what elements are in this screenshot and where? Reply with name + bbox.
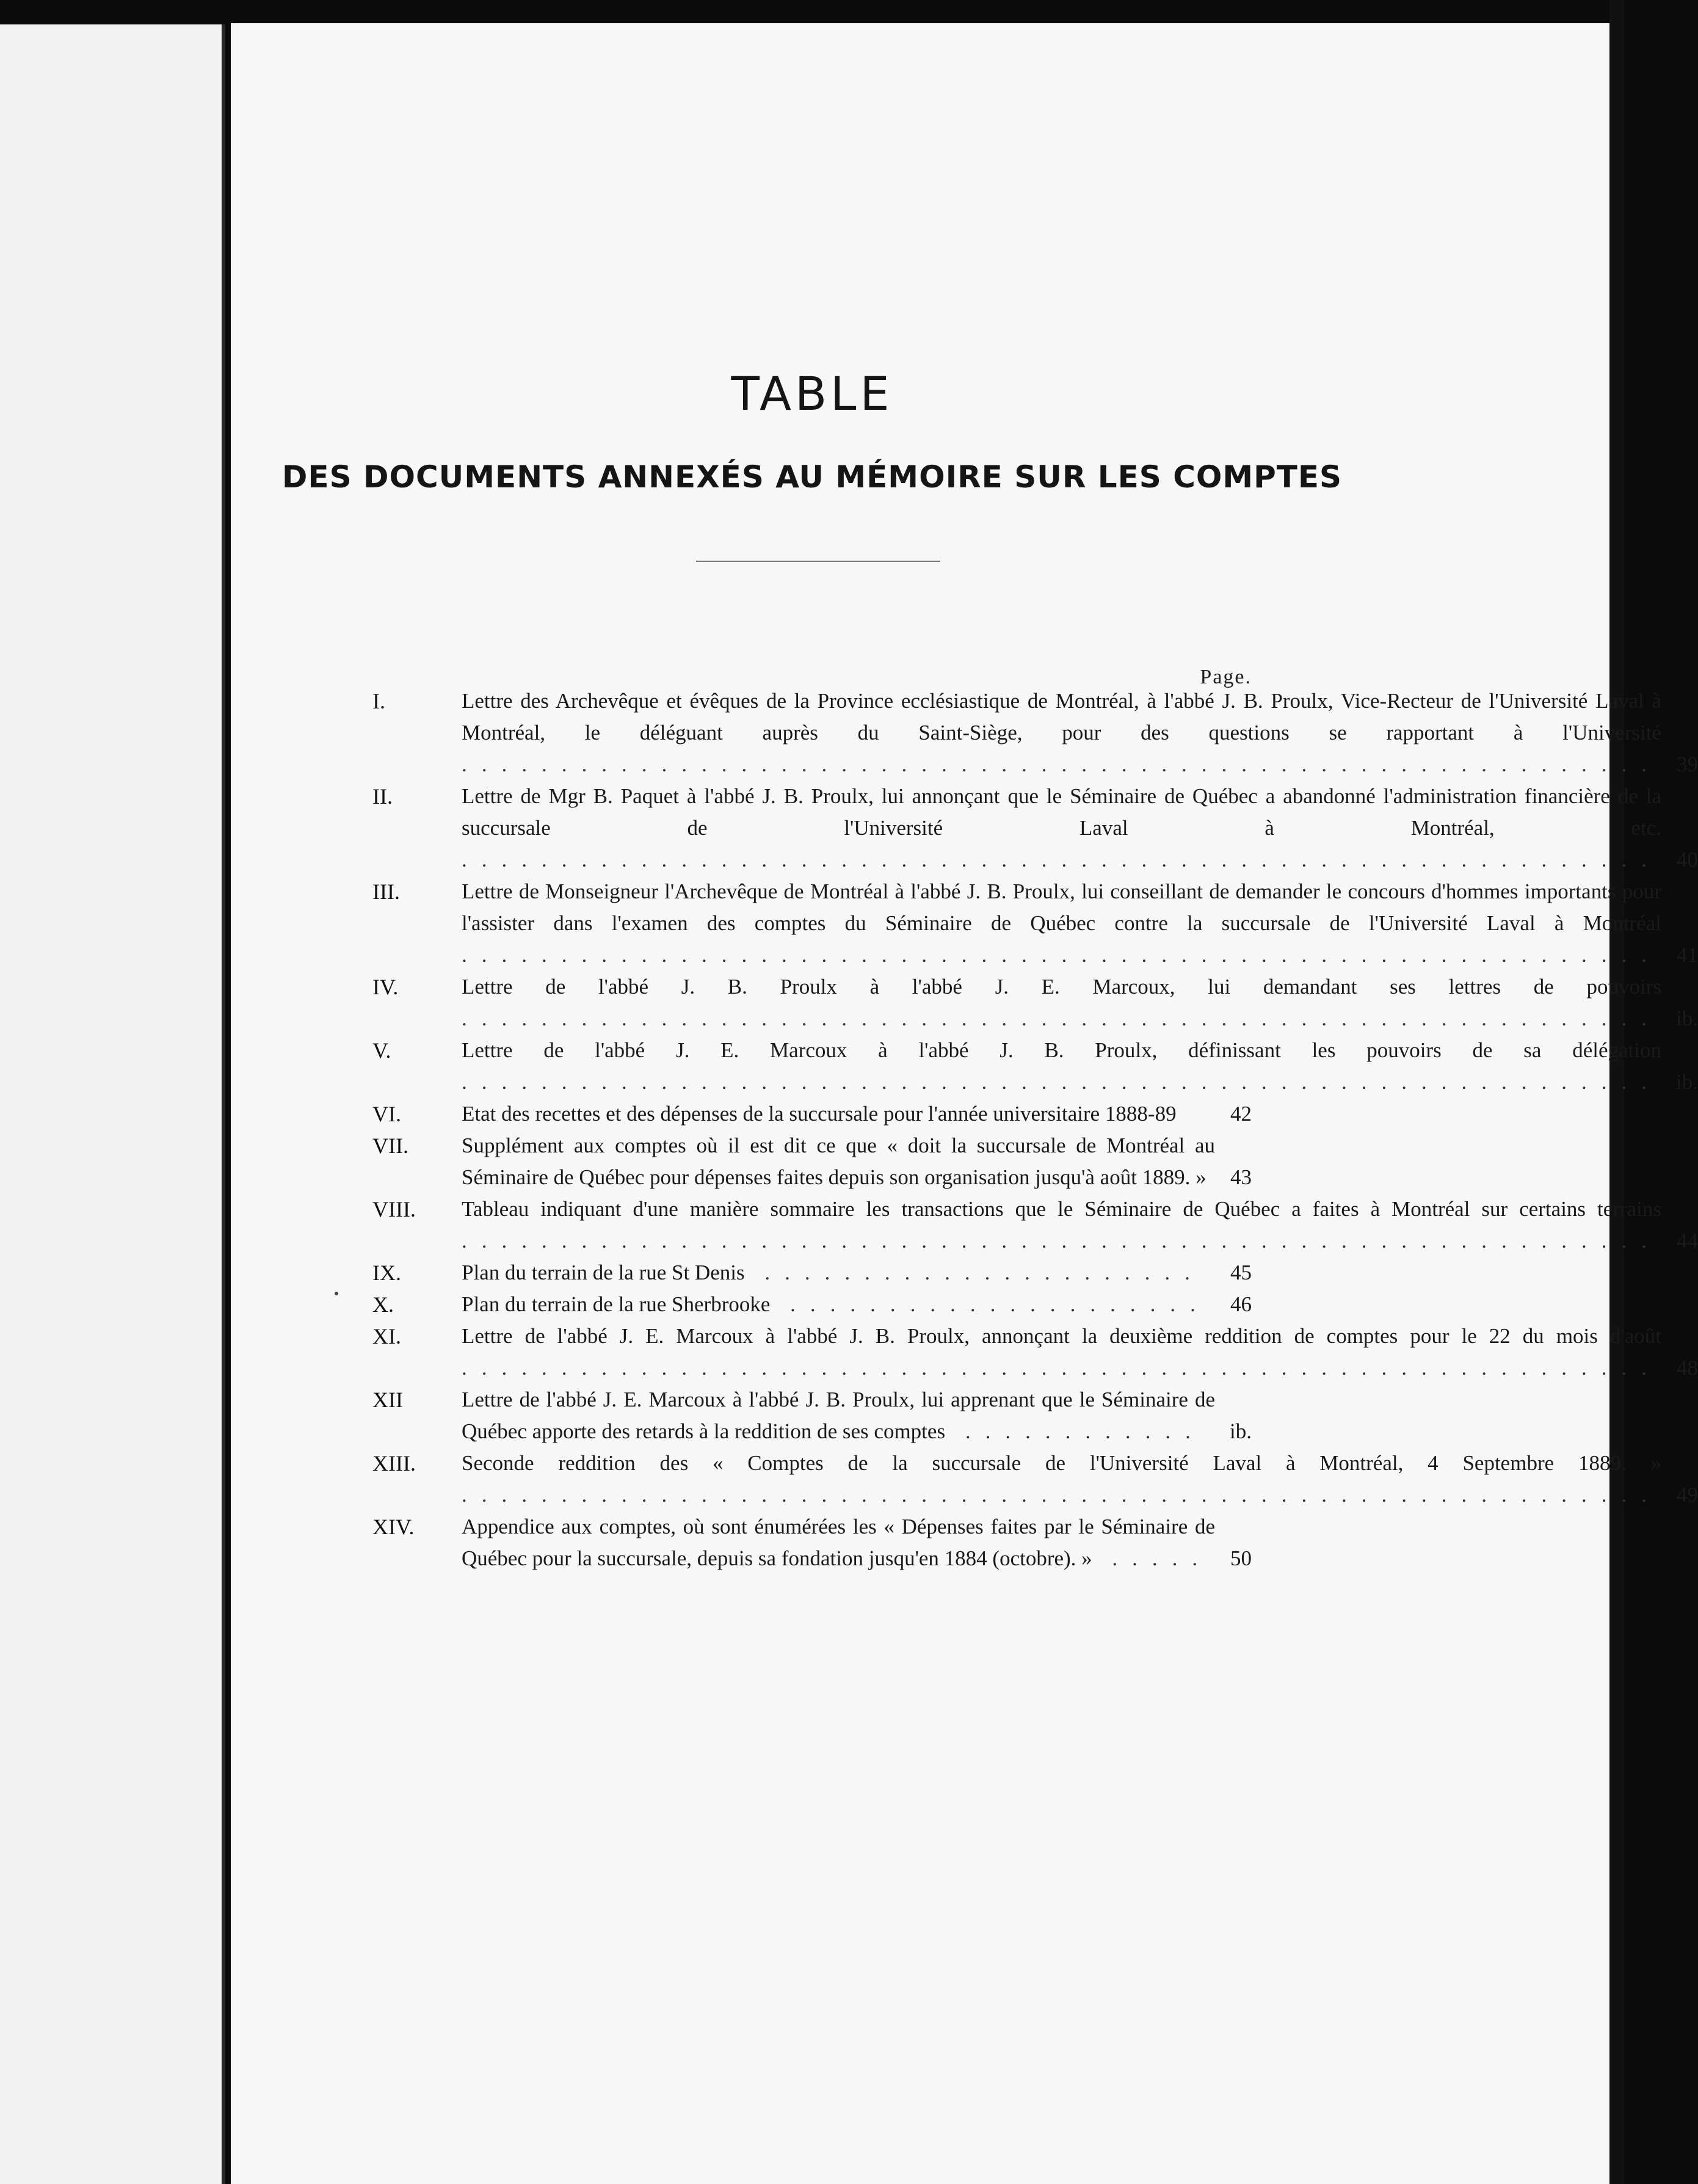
- entry-title: Lettre de Mgr B. Paquet à l'abbé J. B. Proulx, lui annonçant que le Séminaire de Québec a abandonné l'administration financière de la succursale de l'Université Laval à Montréal, etc. ............................................................: [462, 784, 1661, 872]
- entry-page-number: 43: [1230, 1165, 1252, 1189]
- toc-entry: [372, 1193, 1698, 1257]
- toc-entry: [372, 1511, 1252, 1574]
- entry-number: II.: [372, 784, 393, 809]
- entry-page-number: 40: [1677, 848, 1698, 872]
- entry-page-number: 46: [1230, 1292, 1252, 1316]
- dot-leader: ............: [945, 1419, 1205, 1443]
- toc-entry: [372, 971, 1698, 1035]
- entry-number: IV.: [372, 975, 399, 999]
- entry-title: Tableau indiquant d'une manière sommaire les transactions que le Séminaire de Québec a faites à Montréal sur certains terrains ............................................................: [462, 1197, 1661, 1253]
- entry-title: Lettre de l'abbé J. B. Proulx à l'abbé J. E. Marcoux, lui demandant ses lettres de pouvoirs ............................................................: [462, 975, 1661, 1030]
- entry-number: X.: [372, 1292, 394, 1317]
- dot-leader: .....: [1092, 1546, 1213, 1570]
- dot-leader: ............................................................: [462, 1070, 1661, 1094]
- entry-title: Lettre de l'abbé J. E. Marcoux à l'abbé J. B. Proulx, définissant les pouvoirs de sa délégation ............................................................: [462, 1038, 1661, 1094]
- dot-leader: ............................................................: [462, 1356, 1661, 1380]
- entry-title: Plan du terrain de la rue Sherbrooke .....................: [462, 1292, 1210, 1316]
- toc-entry: [372, 876, 1698, 971]
- entry-page-number: 42: [1230, 1102, 1252, 1126]
- toc-entry: [372, 781, 1698, 876]
- entry-page-number: 48: [1677, 1356, 1698, 1380]
- entry-title: Lettre de l'abbé J. E. Marcoux à l'abbé J. B. Proulx, lui apprenant que le Séminaire de Québec apporte des retards à la reddition de ses comptes ............: [462, 1388, 1215, 1443]
- dot-leader: ............................................................: [462, 1483, 1661, 1507]
- entry-page-number: 50: [1230, 1546, 1252, 1570]
- entry-number: IX.: [372, 1261, 401, 1285]
- page-subtitle: DES DOCUMENTS ANNEXÉS AU MÉMOIRE SUR LES COMPTES: [281, 459, 1343, 495]
- entry-page-number: 44: [1677, 1229, 1698, 1253]
- dot-leader: .....................: [770, 1292, 1210, 1316]
- toc-entry: [372, 1320, 1698, 1384]
- entry-number: VII.: [372, 1134, 408, 1158]
- page-column-header: Page.: [1200, 666, 1252, 688]
- entry-number: XIV.: [372, 1515, 415, 1539]
- entry-page-number: ib.: [1676, 1006, 1698, 1030]
- dot-leader: ......................: [744, 1261, 1205, 1284]
- toc-entry: [372, 1257, 1252, 1289]
- entry-number: XII: [372, 1388, 403, 1412]
- dot-leader: ............................................................: [462, 752, 1661, 776]
- entry-number: XI.: [372, 1324, 401, 1349]
- entry-number: VI.: [372, 1102, 401, 1126]
- entry-number: III.: [372, 879, 400, 904]
- toc-entry: [372, 1289, 1252, 1320]
- dot-leader: ............................................................: [462, 1006, 1661, 1030]
- toc-entry: [372, 1447, 1698, 1511]
- entry-title: Lettre de Monseigneur l'Archevêque de Montréal à l'abbé J. B. Proulx, lui conseillant de demander le concours d'hommes importants pour l'assister dans l'examen des comptes du Séminaire de Québec contre la succursale de l'Université Laval à Montréal ............................................................: [462, 879, 1661, 967]
- entry-title: Lettre de l'abbé J. E. Marcoux à l'abbé J. B. Proulx, annonçant la deuxième reddition de comptes pour le 22 du mois d'août ............................................................: [462, 1324, 1661, 1380]
- entry-number: VIII.: [372, 1197, 416, 1221]
- entry-title: Seconde reddition des « Comptes de la succursale de l'Université Laval à Montréal, 4 Septembre 1889. » ............................................................: [462, 1451, 1661, 1507]
- entry-title: Plan du terrain de la rue St Denis ......................: [462, 1261, 1205, 1284]
- dot-leader: ............................................................: [462, 943, 1661, 967]
- entry-page-number: ib.: [1230, 1419, 1252, 1443]
- entry-page-number: ib.: [1676, 1070, 1698, 1094]
- entry-title: Etat des recettes et des dépenses de la succursale pour l'année universitaire 1888-89: [462, 1102, 1177, 1126]
- entry-page-number: 45: [1230, 1261, 1252, 1284]
- entry-number: I.: [372, 689, 385, 713]
- toc-entry: [372, 1035, 1698, 1098]
- page-gutter: [222, 24, 225, 2184]
- toc-entry: [372, 1098, 1252, 1130]
- entry-number: XIII.: [372, 1451, 416, 1476]
- toc-entry: [372, 1384, 1252, 1447]
- page-title: TABLE: [731, 366, 893, 421]
- title-rule: [696, 561, 940, 562]
- entry-page-number: 41: [1677, 943, 1698, 967]
- entry-page-number: 49: [1677, 1483, 1698, 1507]
- entry-page-number: 39: [1677, 752, 1698, 776]
- entry-title: Supplément aux comptes où il est dit ce que « doit la succursale de Montréal au Séminaire de Québec pour dépenses faites depuis son organisation jusqu'à août 1889. »: [462, 1134, 1215, 1189]
- toc-entry: [372, 1130, 1252, 1193]
- entry-title: Lettre des Archevêque et évêques de la Province ecclésiastique de Montréal, à l'abbé J. B. Proulx, Vice-Recteur de l'Université Laval à Montréal, le déléguant auprès du Saint-Siège, pour des questions se rapportant à l'Université ............................................................: [462, 689, 1661, 776]
- entry-title: Appendice aux comptes, où sont énumérées les « Dépenses faites par le Séminaire de Québec pour la succursale, depuis sa fondation jusqu'en 1884 (octobre). » .....: [462, 1515, 1215, 1570]
- toc-entry: [372, 685, 1698, 781]
- margin-speck: [335, 1292, 338, 1295]
- dot-leader: ............................................................: [462, 1229, 1661, 1253]
- dot-leader: ............................................................: [462, 848, 1661, 872]
- table-of-contents: [372, 685, 1698, 1574]
- left-page: [0, 24, 223, 2184]
- entry-number: V.: [372, 1038, 391, 1063]
